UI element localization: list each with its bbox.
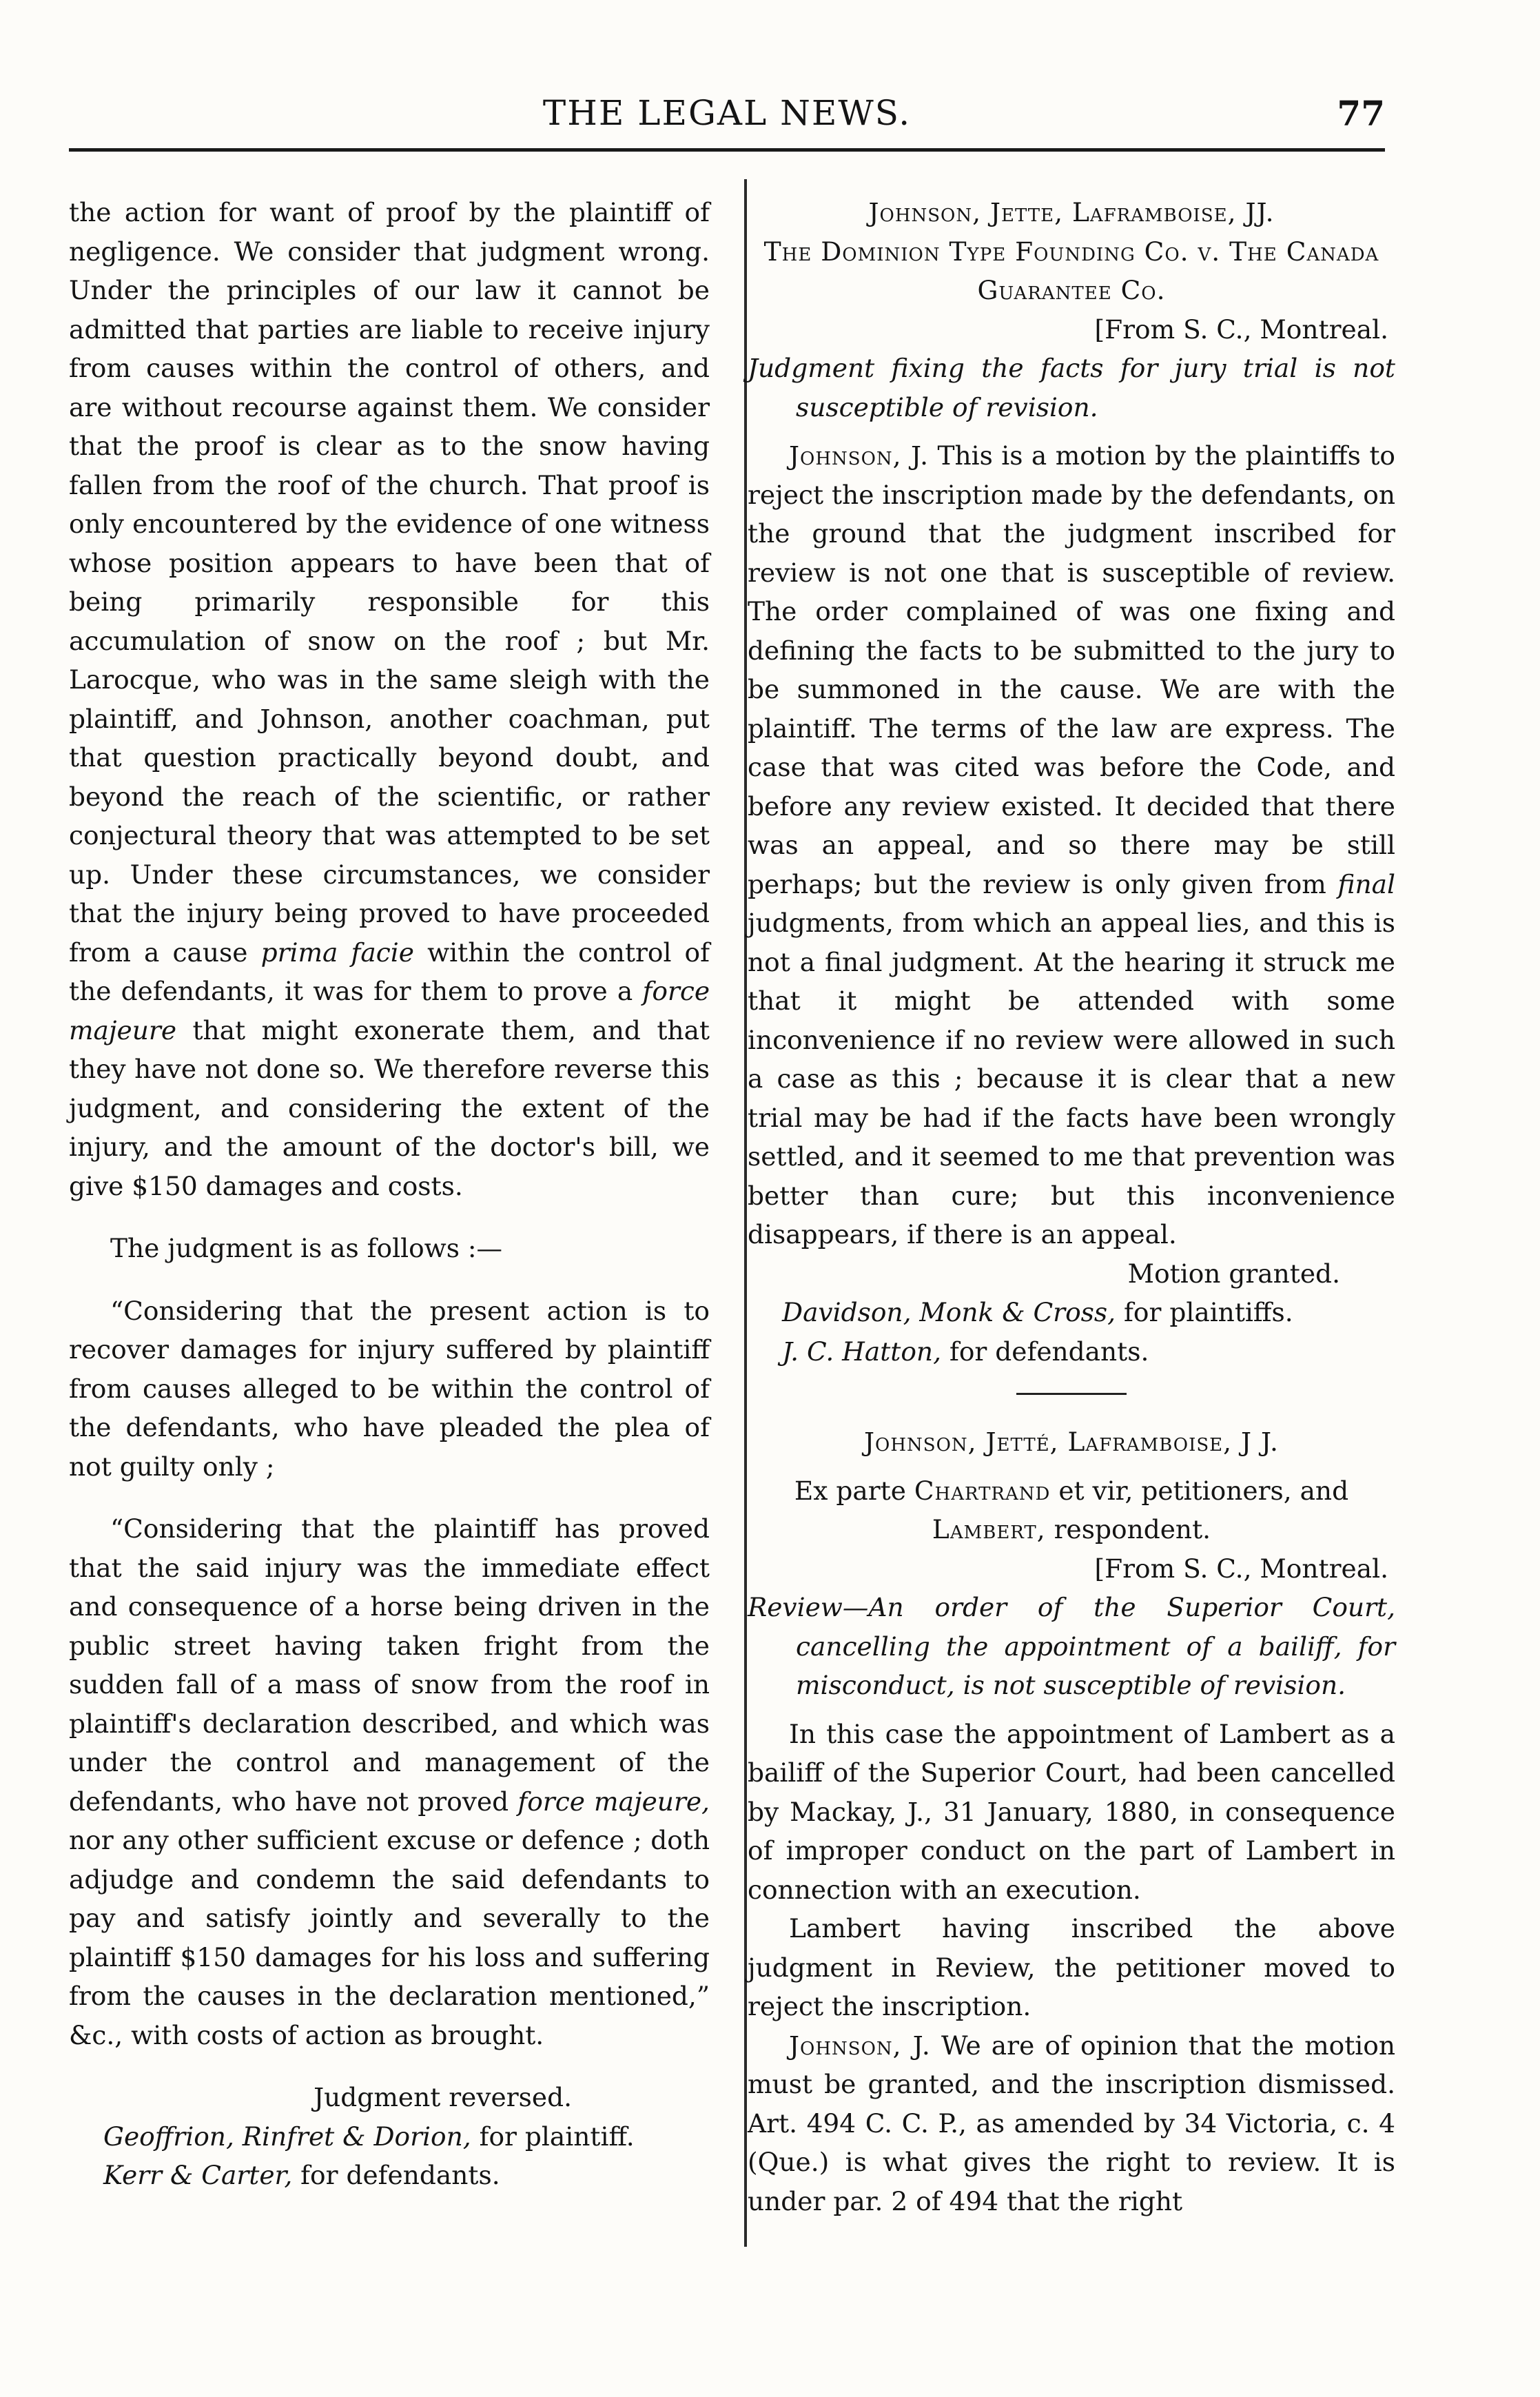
case1-title: The Dominion Type Founding Co. v. The Canada: [763, 236, 1379, 267]
case1-title-line2: Guarantee Co.: [977, 275, 1166, 305]
paragraph-opinion-continued: the action for want of proof by the plaintiff of negligence. We consider that judgment wrong. Under the principles of our law it cannot be admitted that parties are liable to receive injury from causes within the control of others, and are without recourse against them. We consider that the proof is clear as to the snow having fallen from the roof of the church. That proof is only encountered by the evidence of one witness whose position appears to have been that of being primarily responsible for this accumulation of snow on the roof ; but Mr. Larocque, who was in the same sleigh with the plaintiff, and Johnson, another coachman, put that question practically beyond doubt, and beyond the reach of the scientific, or rather conjectural theory that was attempted to be set up. Under these circumstances, we consider that the injury being proved to have proceeded from a cause prima facie within the control of the defendants, it was for them to prove a force majeure that might exonerate them, and that they have not done so. We therefore reverse this judgment, and considering the extent of the injury, and the amount of the doctor's bill, we give $150 damages and costs.: [69, 197, 710, 1201]
counsel-defendants: Kerr & Carter, for defendants.: [103, 2160, 500, 2190]
case1-judges: Johnson, Jette, Laframboise, JJ.: [868, 197, 1275, 227]
case2-headnote: Review—An order of the Superior Court, cancelling the appointment of a bailiff, for misconduct, is not susceptible of revision.: [748, 1592, 1395, 1700]
judgment-result: Judgment reversed.: [314, 2082, 572, 2112]
case2-opinion: Johnson, J. We are of opinion that the motion must be granted, and the inscription dismissed. Art. 494 C. C. P., as amended by 34 Victoria, c. 4 (Que.) is what gives the right to review. It is under par. 2 of 494 that the right: [748, 2030, 1395, 2216]
italic-phrase: prima facie: [260, 937, 414, 968]
right-column: [748, 193, 1395, 2221]
italic-phrase: force majeure,: [517, 1786, 710, 1817]
italic-phrase: final: [1337, 868, 1395, 899]
case2-judges: Johnson, Jetté, Laframboise, J J.: [864, 1427, 1279, 1457]
italic-phrase: force majeure: [69, 976, 710, 1046]
paragraph-judgment-intro: The judgment is as follows :—: [110, 1233, 503, 1263]
page-number: 77: [1337, 93, 1385, 134]
paragraph-considering-2: “Considering that the plaintiff has proved that the said injury was the immediate effect and consequence of a horse being driven in the public street having taken fright from the sudden fall of a mass of snow from the roof in plaintiff's declaration described, and which was under the control and management of the defendants, who have not proved force majeure, nor any other sufficient excuse or defence ; doth adjudge and condemn the said defendants to pay and satisfy jointly and severally to the plaintiff $150 damages for his loss and suffering from the causes in the declaration mentioned,” &c., with costs of action as brought.: [69, 1513, 710, 2050]
case1-counsel-defendants: J. C. Hatton, for defendants.: [782, 1336, 1149, 1367]
counsel-plaintiff: Geoffrion, Rinfret & Dorion, for plaintiff.: [103, 2121, 635, 2152]
judge-name: Johnson, J.: [789, 440, 930, 471]
page-header: [69, 86, 1385, 148]
section-separator: [1016, 1393, 1127, 1395]
case1-counsel-plaintiffs: Davidson, Monk & Cross, for plaintiffs.: [782, 1297, 1293, 1327]
paragraph-considering-1: “Considering that the present action is to recover damages for injury suffered by plaintiff from causes alleged to be within the control of the defendants, who have pleaded the plea of not guilty only ;: [69, 1295, 710, 1482]
running-title: THE LEGAL NEWS.: [542, 93, 912, 133]
case2-paragraph-facts: In this case the appointment of Lambert as a bailiff of the Superior Court, had been cancelled by Mackay, J., 31 January, 1880, in consequence of improper conduct on the part of Lambert in connection with an execution.: [748, 1718, 1395, 1905]
case1-opinion: Johnson, J. This is a motion by the plaintiffs to reject the inscription made by the defendants, on the ground that the judgment inscribed for review is not one that is susceptible of review. The order complained of was one fixing and defining the facts to be submitted to the jury to be summoned in the cause. We are with the plaintiff. The terms of the law are express. The case that was cited was before the Code, and before any review existed. It decided that there was an appeal, and so there may be still perhaps; but the review is only given from final judgments, from which an appeal lies, and this is not a final judgment. At the hearing it struck me that it might be attended with some inconvenience if no review were allowed in such a case as this ; because it is clear that a new trial may be had if the facts have been wrongly settled, and it seemed to me that prevention was better than cure; but this inconvenience disappears, if there is an appeal.: [748, 440, 1395, 1250]
case1-headnote: Judgment fixing the facts for jury trial is not susceptible of revision.: [748, 353, 1395, 422]
judge-name: Johnson, J.: [789, 2030, 931, 2061]
case1-result: Motion granted.: [1127, 1258, 1340, 1289]
case2-court-origin: [From S. C., Montreal.: [1094, 1553, 1388, 1584]
case1-court-origin: [From S. C., Montreal.: [1094, 314, 1388, 345]
left-column: [69, 193, 710, 2195]
case2-title: Ex parte Chartrand et vir, petitioners, and Lambert, respondent.: [794, 1475, 1349, 1544]
column-divider: [744, 179, 747, 2247]
case2-paragraph-inscription: Lambert having inscribed the above judgment in Review, the petitioner moved to reject the inscription.: [748, 1913, 1395, 2021]
header-rule: [69, 148, 1385, 152]
